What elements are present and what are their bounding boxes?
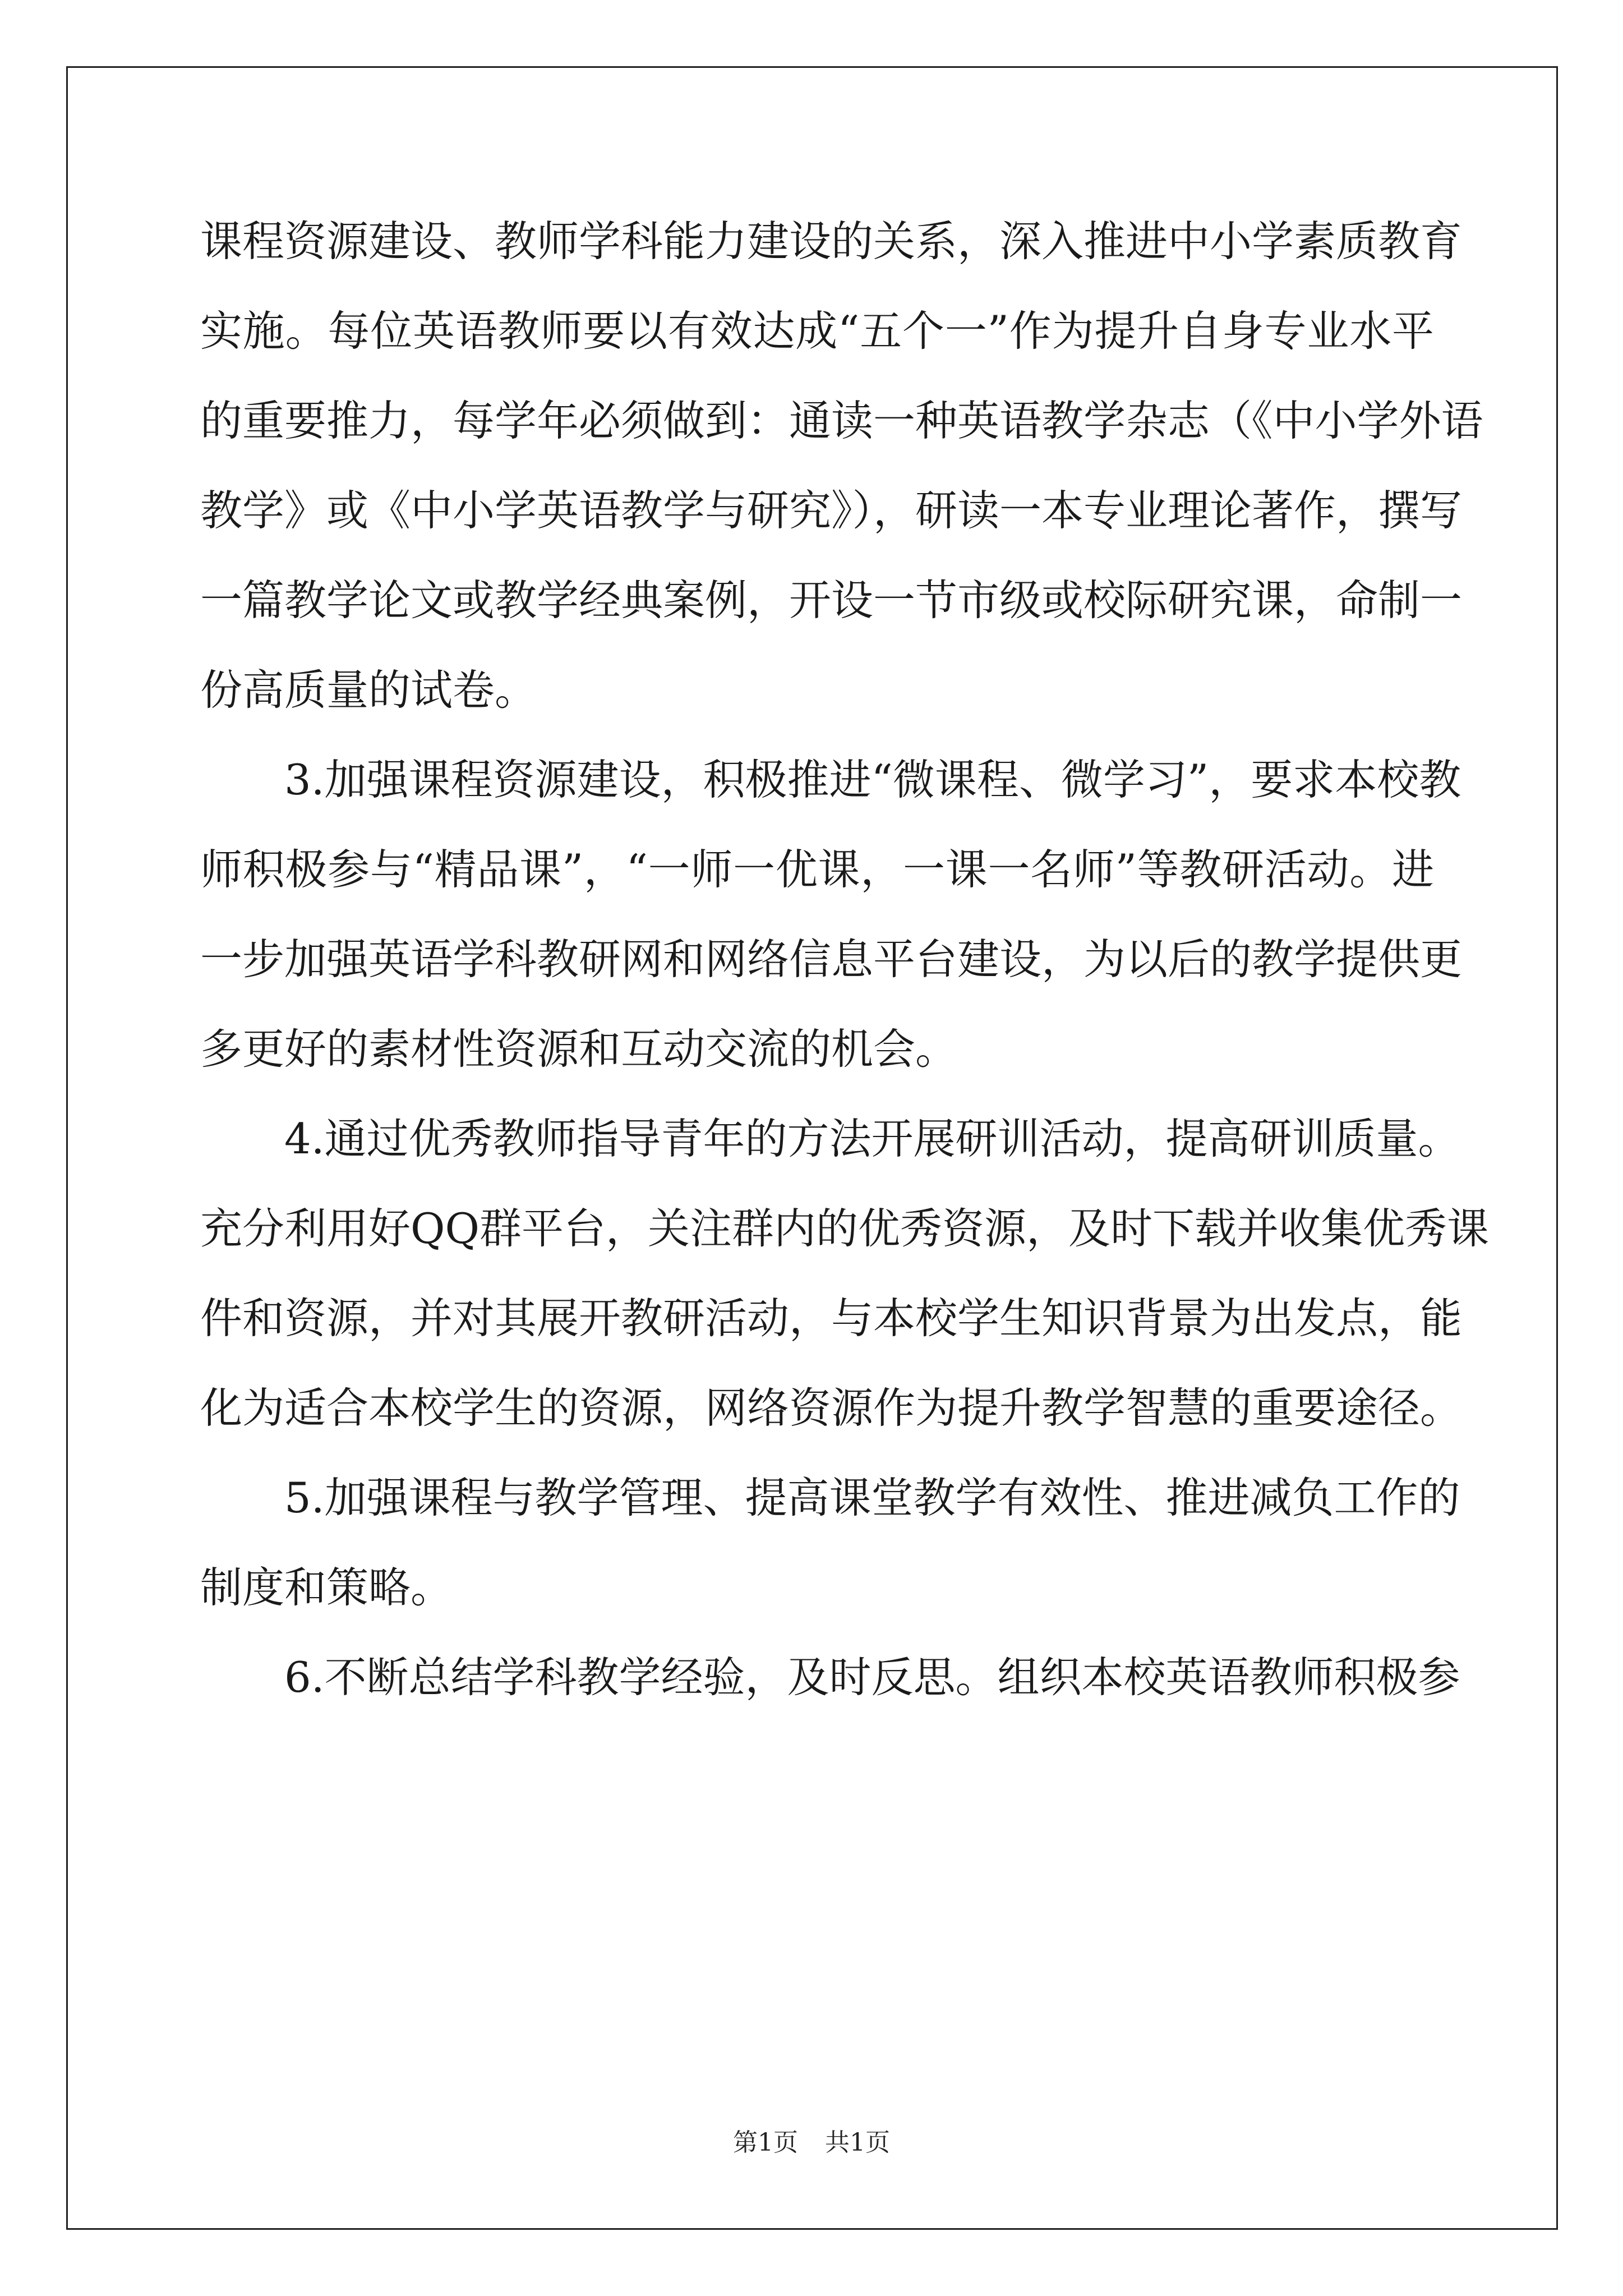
text-line: 师积极参与“精品课”，“一师一优课，一课一名师”等教研活动。进 [200,845,1434,894]
list-item-3-line: 3.加强课程资源建设，积极推进“微课程、微学习”，要求本校教 [284,755,1461,804]
page-footer [0,2126,1623,2160]
text-line: 制度和策略。 [200,1563,453,1612]
text-line: 的重要推力，每学年必须做到：通读一种英语教学杂志（《中小学外语 [200,396,1483,445]
text-line: 课程资源建设、教师学科能力建设的关系，深入推进中小学素质教育 [200,217,1463,266]
page-total: 共1页 [825,2128,890,2157]
list-item-5-line: 5.加强课程与教学管理、提高课堂教学有效性、推进减负工作的 [284,1473,1460,1522]
text-line: 充分利用好QQ群平台，关注群内的优秀资源，及时下载并收集优秀课 [200,1204,1489,1253]
text-line: 一步加强英语学科教研网和网络信息平台建设，为以后的教学提供更 [200,935,1463,984]
list-item-4-line: 4.通过优秀教师指导青年的方法开展研训活动，提高研训质量。 [284,1114,1460,1163]
text-line: 多更好的素材性资源和互动交流的机会。 [200,1024,958,1074]
text-line: 一篇教学论文或教学经典案例，开设一节市级或校际研究课，命制一 [200,576,1463,625]
list-item-6-line: 6.不断总结学科教学经验，及时反思。组织本校英语教师积极参 [284,1653,1460,1702]
text-line: 化为适合本校学生的资源，网络资源作为提升教学智慧的重要途径。 [200,1383,1463,1433]
text-line: 教学》或《中小学英语教学与研究》），研读一本专业理论著作，撰写 [200,486,1463,535]
page-number: 第1页 [733,2128,798,2157]
text-line: 实施。每位英语教师要以有效达成“五个一”作为提升自身专业水平 [200,306,1434,356]
text-line: 份高质量的试卷。 [200,665,537,715]
text-line: 件和资源，并对其展开教研活动，与本校学生知识背景为出发点，能 [200,1294,1463,1343]
